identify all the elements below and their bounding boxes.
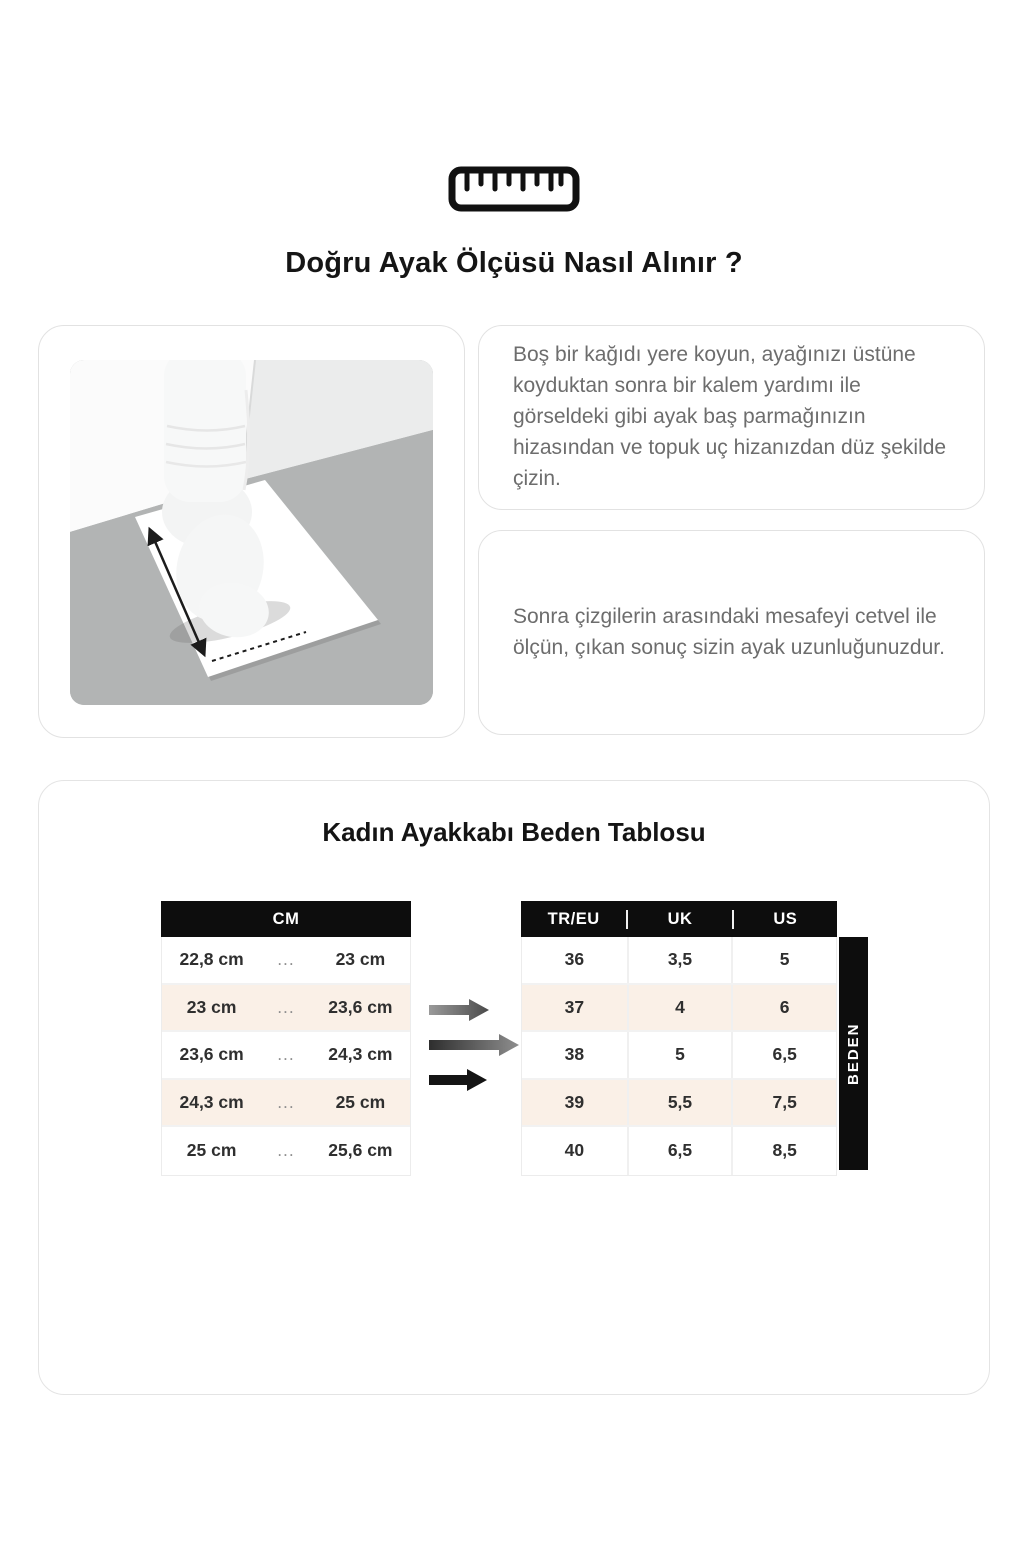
- col-header-uk: UK: [626, 910, 731, 929]
- cm-max: 23 cm: [335, 949, 386, 970]
- instruction-card-measure: [478, 530, 985, 735]
- cm-min: 23 cm: [186, 996, 237, 1017]
- treu-size: 36: [564, 949, 585, 970]
- cm-min: 22,8 cm: [179, 949, 244, 970]
- range-dots: ...: [277, 1091, 295, 1112]
- us-size: 6,5: [731, 1032, 836, 1078]
- cm-min: 25 cm: [186, 1140, 237, 1161]
- col-header-treu: TR/EU: [547, 909, 600, 928]
- table-row: [162, 1080, 410, 1128]
- table-row: [522, 1127, 836, 1175]
- col-header-us: US: [732, 910, 837, 929]
- cm-max: 25 cm: [335, 1091, 386, 1112]
- foot-measure-photo-card: [38, 325, 465, 738]
- treu-size: 37: [564, 996, 585, 1017]
- cm-table-header: [161, 901, 411, 937]
- us-size: 7,5: [731, 1080, 836, 1126]
- range-dots: ...: [277, 996, 295, 1017]
- uk-size: 4: [627, 985, 732, 1031]
- cm-header-cell: CM: [272, 909, 300, 928]
- size-table-card: [38, 780, 990, 1395]
- table-row: [522, 937, 836, 985]
- us-size: 6: [731, 985, 836, 1031]
- table-row: [162, 1032, 410, 1080]
- table-row: [522, 1032, 836, 1080]
- size-table-header-row: [521, 901, 837, 937]
- range-dots: ...: [277, 1044, 295, 1065]
- us-size: 8,5: [731, 1127, 836, 1175]
- foot-on-paper-image: [70, 360, 433, 705]
- uk-size: 5,5: [627, 1080, 732, 1126]
- table-row: [162, 1127, 410, 1175]
- cm-min: 23,6 cm: [179, 1044, 244, 1065]
- size-table-body: [521, 937, 837, 1176]
- ruler-icon: [0, 166, 1028, 212]
- cm-min: 24,3 cm: [179, 1091, 244, 1112]
- uk-size: 3,5: [627, 937, 732, 983]
- table-row: [522, 985, 836, 1033]
- cm-table-body: [161, 937, 411, 1176]
- cm-max: 24,3 cm: [328, 1044, 393, 1065]
- page-title: Doğru Ayak Ölçüsü Nasıl Alınır ?: [285, 247, 743, 279]
- treu-size: 38: [564, 1044, 585, 1065]
- instruction-text-measure: Sonra çizgilerin arasındaki mesafeyi cetvel ile ölçün, çıkan sonuç sizin ayak uzunluğunuzdur.: [513, 604, 945, 659]
- instruction-text-draw: Boş bir kağıdı yere koyun, ayağınızı üstüne koyduktan sonra bir kalem yardımı ile görseldeki gibi ayak baş parmağınızın hizasından ve topuk uç hizanızdan düz şekilde çizin.: [513, 343, 947, 490]
- size-table-title: Kadın Ayakkabı Beden Tablosu: [322, 817, 706, 847]
- table-row: [162, 985, 410, 1033]
- treu-size: 40: [564, 1140, 585, 1161]
- cm-max: 25,6 cm: [328, 1140, 393, 1161]
- beden-side-label: BEDEN: [839, 937, 868, 1170]
- range-dots: ...: [277, 949, 295, 970]
- uk-size: 5: [627, 1032, 732, 1078]
- size-conversion-table: [521, 901, 837, 1176]
- uk-size: 6,5: [627, 1127, 732, 1175]
- table-row: [162, 937, 410, 985]
- instruction-card-draw: [478, 325, 985, 510]
- cm-max: 23,6 cm: [328, 996, 393, 1017]
- treu-size: 39: [564, 1091, 585, 1112]
- range-dots: ...: [277, 1140, 295, 1161]
- us-size: 5: [731, 937, 836, 983]
- cm-table: [161, 901, 411, 1176]
- conversion-arrows-icon: [421, 988, 523, 1111]
- table-row: [522, 1080, 836, 1128]
